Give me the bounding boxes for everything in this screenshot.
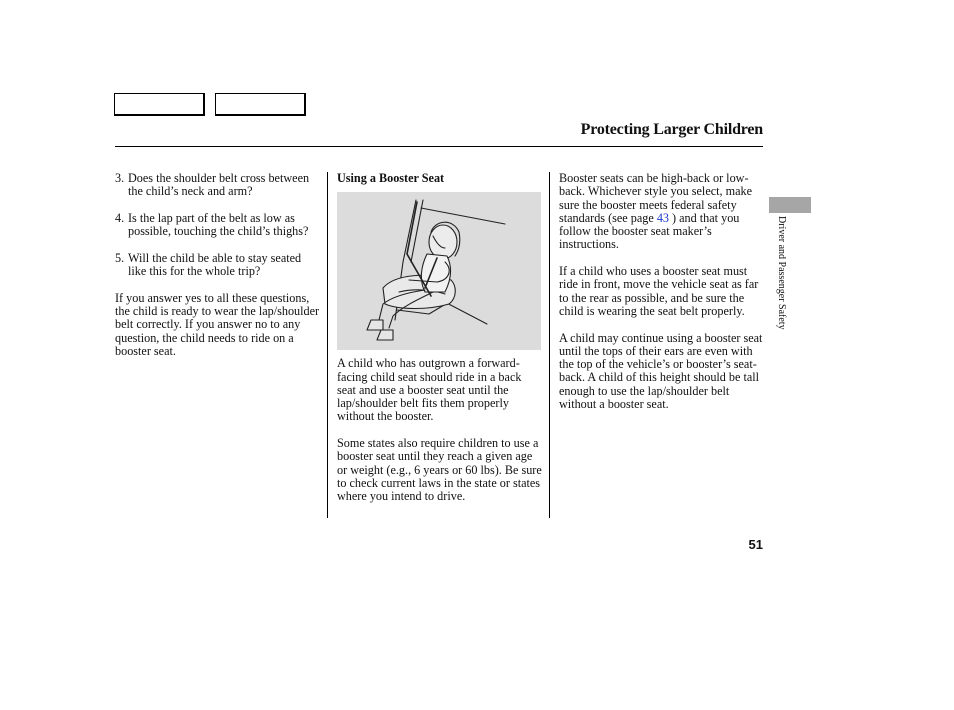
question-number: 3. xyxy=(115,171,125,185)
question-text: Will the child be able to stay seated like this for the whole trip? xyxy=(128,250,302,279)
question-number: 4. xyxy=(115,210,125,225)
booster-seat-illustration xyxy=(337,192,541,350)
question-item xyxy=(115,252,320,279)
continue-use-paragraph: A child may continue using a booster seat until the tops of their ears are even with the top of the vehicle’s or booster’s seat-back. A child of this height should be tall enough to use the lap/shoulder belt without a booster seat. xyxy=(559,330,763,412)
section-side-label: Driver and Passenger Safety xyxy=(776,216,787,330)
column-divider-2 xyxy=(549,172,550,518)
front-seat-paragraph: If a child who uses a booster seat must ride in front, move the vehicle seat as far to the rear as possible, and be sure the child is wearing the seat belt properly. xyxy=(559,264,759,318)
column-left xyxy=(115,172,320,371)
state-law-paragraph: Some states also require children to use a booster seat until they reach a given age or weight (e.g., 6 years or 60 lbs). Be sure to check current laws in the state or states where you intend to drive. xyxy=(337,436,542,504)
booster-types-text: Booster seats can be high-back or low-back. Whichever style you select, make sure the booster meets federal safety standards (see page xyxy=(559,171,753,225)
booster-intro-paragraph: A child who has outgrown a forward-facing child seat should ride in a back seat and use a booster seat until the lap/shoulder belt fits them properly without the booster. xyxy=(337,356,522,424)
conclusion-paragraph: If you answer yes to all these questions, the child is ready to wear the lap/shoulder belt correctly. If you answer no to any question, the child needs to ride on a booster seat. xyxy=(115,290,320,358)
page-number: 51 xyxy=(748,537,763,552)
question-text: Does the shoulder belt cross between the child’s neck and arm? xyxy=(128,171,310,199)
section-heading: Using a Booster Seat xyxy=(337,171,445,185)
question-text: Is the lap part of the belt as low as possible, touching the child’s thighs? xyxy=(128,210,309,239)
page-title: Protecting Larger Children xyxy=(580,121,763,138)
question-item xyxy=(115,212,320,239)
nav-button-1[interactable] xyxy=(114,93,205,116)
column-middle xyxy=(337,172,542,517)
page-43-link[interactable]: 43 xyxy=(656,210,669,225)
nav-button-2[interactable] xyxy=(215,93,306,116)
question-number: 5. xyxy=(115,250,125,265)
question-item xyxy=(115,172,320,199)
booster-types-text-end: ) and that you follow the booster seat maker’s instructions. xyxy=(559,210,740,252)
booster-types-paragraph xyxy=(559,172,765,252)
column-right xyxy=(559,172,765,425)
section-tab-marker xyxy=(769,197,811,213)
title-rule xyxy=(115,146,763,147)
column-divider-1 xyxy=(327,172,328,518)
